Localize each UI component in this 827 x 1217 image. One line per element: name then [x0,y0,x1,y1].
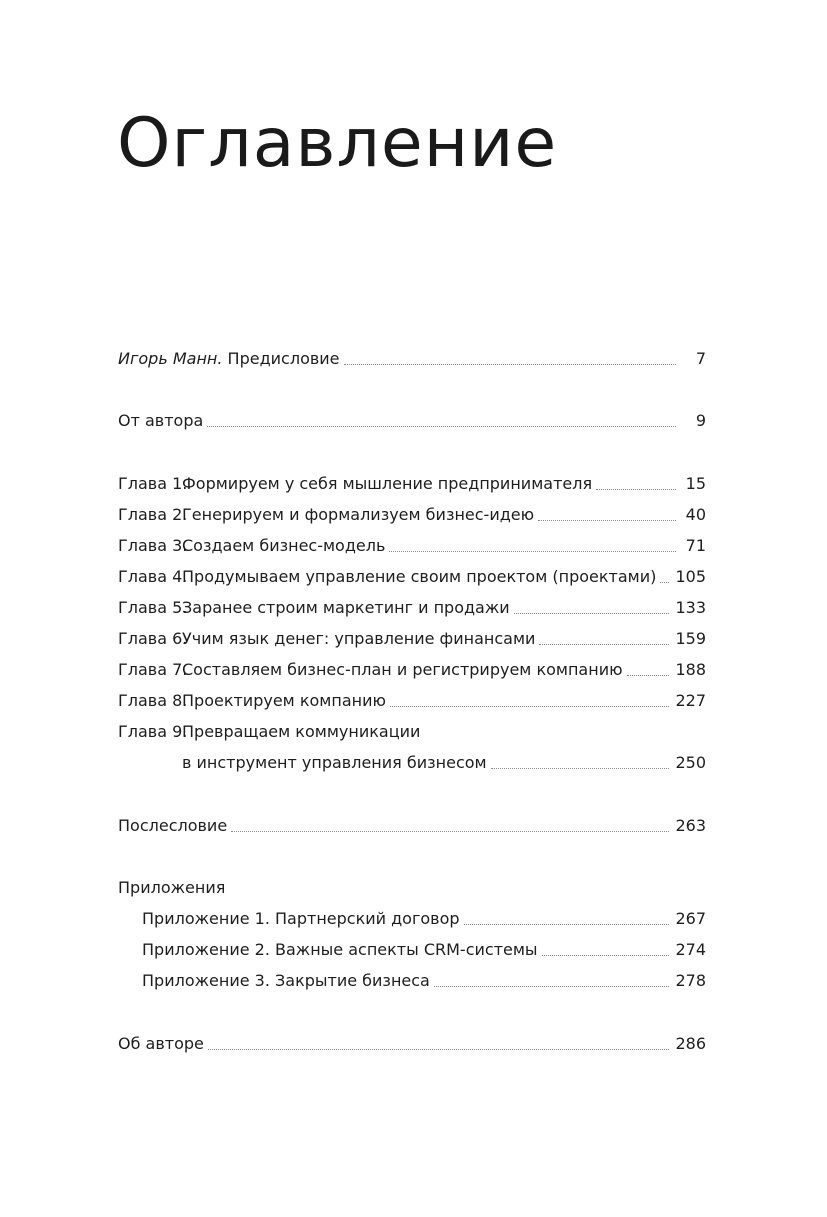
dot-leader [538,520,676,521]
chapter-number: Глава 6. [118,629,188,648]
page-number: 159 [675,629,706,648]
page-number: 7 [695,349,706,368]
toc-entry-chapter-9[interactable] [118,717,706,743]
toc-entry-appendix-1[interactable] [142,904,706,930]
page-number: 286 [675,1034,706,1053]
toc-entry-appendix-3[interactable] [142,966,706,992]
chapter-number: Глава 4. [118,567,188,586]
dot-leader [389,551,676,552]
toc-entry-foreword[interactable] [118,344,706,370]
foreword-label: Предисловие [227,349,340,368]
chapter-number: Глава 2. [118,505,188,524]
toc-entry-chapter-3[interactable] [118,531,706,557]
page-number: 133 [675,598,706,617]
chapter-title: Создаем бизнес-модель [182,536,386,555]
chapter-title: Учим язык денег: управление финансами [182,629,536,648]
page-number: 40 [685,505,706,524]
toc-entry-chapter-7[interactable] [118,655,706,681]
chapter-number: Глава 1. [118,474,188,493]
toc-entry-appendix-2[interactable] [142,935,706,961]
dot-leader [596,489,676,490]
table-of-contents [118,0,706,1217]
page-number: 227 [675,691,706,710]
toc-entry-from-author[interactable] [118,406,706,432]
dot-leader [627,675,670,676]
chapter-title: Формируем у себя мышление предпринимателя [182,474,593,493]
dot-leader [390,706,670,707]
chapter-title: Составляем бизнес-план и регистрируем компанию [182,660,623,679]
toc-entry-chapter-1[interactable] [118,469,706,495]
page-number: 15 [685,474,706,493]
chapter-title: Заранее строим маркетинг и продажи [182,598,510,617]
chapter-title: Продумываем управление своим проектом (проектами) [182,567,657,586]
toc-entry-chapter-6[interactable] [118,624,706,650]
entry-label: Приложение 3. Закрытие бизнеса [142,971,430,990]
toc-entry-chapter-2[interactable] [118,500,706,526]
toc-entry-chapter-5[interactable] [118,593,706,619]
chapter-number: Глава 5. [118,598,188,617]
page-number: 188 [675,660,706,679]
page-number: 263 [675,816,706,835]
section-label: Приложения [118,878,226,897]
chapter-number: Глава 3. [118,536,188,555]
dot-leader [514,613,670,614]
toc-section-appendices [118,873,706,899]
page-number: 9 [695,411,706,430]
chapter-title: Проектируем компанию [182,691,386,710]
entry-label: Приложение 1. Партнерский договор [142,909,460,928]
chapter-number: Глава 8. [118,691,188,710]
dot-leader [660,582,669,583]
dot-leader [208,1049,670,1050]
entry-label: Приложение 2. Важные аспекты CRM-системы [142,940,538,959]
toc-entry-about-author[interactable] [118,1029,706,1055]
page-number: 71 [685,536,706,555]
page-number: 105 [675,567,706,586]
toc-entry-chapter-8[interactable] [118,686,706,712]
chapter-title: Превращаем коммуникации [182,722,421,741]
dot-leader [344,364,676,365]
chapter-title: Генерируем и формализуем бизнес-идею [182,505,535,524]
page-number: 278 [675,971,706,990]
chapter-number: Глава 7. [118,660,188,679]
entry-label: Об авторе [118,1034,204,1053]
foreword-author: Игорь Манн. [118,349,223,368]
page-title: Оглавление [117,104,558,183]
dot-leader [542,955,670,956]
toc-entry-chapter-4[interactable] [118,562,706,588]
dot-leader [464,924,670,925]
page-number: 250 [675,753,706,772]
chapter-number: Глава 9. [118,722,188,741]
toc-entry-chapter-9-continued[interactable] [118,748,706,774]
entry-label: От автора [118,411,204,430]
entry-label: Послесловие [118,816,228,835]
dot-leader [434,986,670,987]
dot-leader [231,831,669,832]
dot-leader [207,426,676,427]
chapter-title-line2: в инструмент управления бизнесом [182,753,487,772]
page-number: 274 [675,940,706,959]
page-number: 267 [675,909,706,928]
toc-entry-afterword[interactable] [118,811,706,837]
dot-leader [539,644,669,645]
dot-leader [491,768,670,769]
